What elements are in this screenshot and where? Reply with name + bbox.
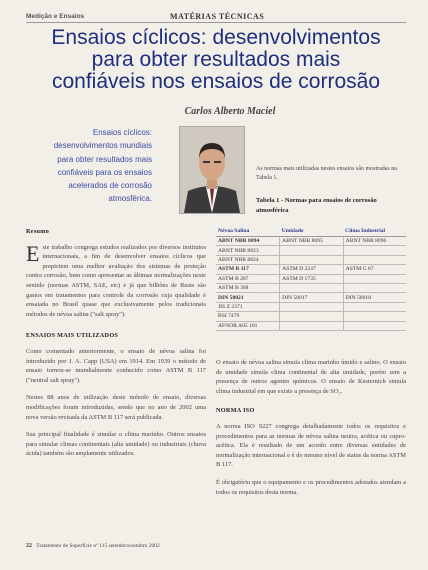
- footer-text: Tratamento de Superfície nº 115 setembro/outubro 2002: [36, 543, 160, 549]
- table-cell: [343, 312, 406, 321]
- table-cell: ASTM D 2247: [280, 265, 344, 274]
- table-cell: ABNT NBR 8824: [216, 255, 280, 264]
- table-row: [216, 293, 406, 302]
- table-cell: [343, 274, 406, 283]
- title-line-3: confiáveis nos ensaios de corrosão: [51, 70, 381, 93]
- table-cell: ASTM G 87: [343, 265, 406, 274]
- table-row: [216, 246, 406, 255]
- lead-paragraph: [26, 126, 152, 206]
- title-line-2: para obter resultados mais: [91, 48, 341, 71]
- lead-line: para obter resultados mais: [57, 154, 152, 164]
- author-name: Carlos Alberto Maciel: [184, 106, 276, 117]
- section-label: Medição e Ensaios: [26, 13, 85, 20]
- table-intro: As normas mais utilizadas nestes ensaios são mostradas na Tabela 1.: [256, 166, 397, 181]
- table-header-row: [216, 226, 406, 237]
- right-paragraph-1: O ensaio de névoa salina simula clima marinho úmido e salino. O ensaio de umidade simula clima continental de alta umidade, porém sem a presença de outros agentes químicos. O ensaio de Kesternich simula clima industrial em que existe a presença de SO₂.: [216, 359, 406, 395]
- title-line-1: Ensaios cíclicos: desenvolvimentos: [51, 26, 381, 49]
- resumo-text: ste trabalho congrega estudos realizados por diversos institutos internacionais, a fim de desenvolver ensaios cíclicos que propiciem uma melhor avaliação dos sistemas de proteção contra corrosão, bem como apresentar as últimas normalizações neste sentido (normas ASTM, SAE, etc) e já que bilhões de Reais são gastos em tratamentos para controle da corrosão cuja qualidade é ensaiada no Brasil quase que exclusivamente pelos tradicionais métodos de névoa salina ("salt spray").: [26, 243, 206, 318]
- left-column: [26, 227, 206, 467]
- page-number: 22: [26, 543, 32, 549]
- standards-table: [216, 226, 406, 331]
- lead-line: desenvolvimentos mundiais: [53, 141, 152, 151]
- table-cell: DIN 50017: [280, 293, 344, 302]
- table-row: [216, 321, 406, 330]
- section-title: MATÉRIAS TÉCNICAS: [170, 12, 265, 21]
- table-cell: [280, 283, 344, 292]
- table-cell: JIS Z 2371: [216, 302, 280, 311]
- table-cell: ABNT NBR 8095: [280, 237, 344, 246]
- lead-line: acelerados de corrosão: [68, 181, 152, 191]
- table-cell: ASTM B 117: [216, 265, 280, 274]
- page-footer: [26, 543, 160, 549]
- table-row: [216, 237, 406, 246]
- norma-iso-heading: NORMA ISO: [216, 407, 255, 415]
- table-cell: [280, 312, 344, 321]
- table-cell: AFNOR A05 101: [216, 321, 280, 330]
- table-row: [216, 283, 406, 292]
- table-cell: ABNT NBR 8094: [216, 237, 280, 246]
- table-cell: ABNT NBR 8096: [343, 237, 406, 246]
- article-title: [20, 27, 412, 93]
- table-cell: [280, 246, 344, 255]
- table-caption: Tabela 1 - Normas para ensaios de corrosão atmosférica: [256, 197, 377, 214]
- right-column: [216, 358, 406, 505]
- table-cell: [280, 321, 344, 330]
- resumo-paragraph: [26, 240, 206, 320]
- table-row: [216, 302, 406, 311]
- table-cell: DIN 50018: [343, 293, 406, 302]
- table-cell: [280, 302, 344, 311]
- right-paragraph-2: A norma ISO 9227 congrega detalhadamente todos os requisitos e procedimentos para as normas de névoa salina neutra, acética ou cupro-acética. Ela é resultado de um acordo entre diversas entidades de normalização internacional e é do mesmo nível de status da norma ASTM B 117.: [216, 422, 406, 469]
- lead-line: Ensaios cíclicos:: [92, 128, 152, 137]
- ensaios-paragraph-2: Nestes 88 anos de utilização deste método de ensaio, diversas modificações foram introduzidas, sendo que no ano de 2002 uma nova versão revisada da ASTM B 117 será publicada.: [26, 394, 206, 421]
- table-cell: [343, 246, 406, 255]
- table-row: [216, 255, 406, 264]
- ensaios-paragraph-3: Sua principal finalidade é simular o clima marinho. Outros ensaios para simular climas continentais (alta umidade) ou industriais (chuva ácida) também são amplamente utilizados.: [26, 431, 206, 458]
- column-header: Clima Industrial: [343, 226, 406, 237]
- table-cell: ASTM B 287: [216, 274, 280, 283]
- right-paragraph-3: É obrigatório que o equipamento e os procedimentos adotados atendam a todos os requisitos desta norma.: [216, 478, 406, 496]
- table-cell: ABNT NBR 8823: [216, 246, 280, 255]
- table-cell: [343, 283, 406, 292]
- table-cell: [343, 321, 406, 330]
- resumo-heading: Resumo: [26, 228, 50, 235]
- column-header: Umidade: [280, 226, 344, 237]
- table-cell: BSI 7479: [216, 312, 280, 321]
- table-cell: ASTM D 1735: [280, 274, 344, 283]
- table-cell: [343, 255, 406, 264]
- author-photo: [179, 126, 245, 214]
- header-rule: [26, 22, 406, 23]
- table-row: [216, 312, 406, 321]
- table-row: [216, 274, 406, 283]
- drop-cap: E: [26, 240, 40, 266]
- table-cell: ASTM B 368: [216, 283, 280, 292]
- column-header: Névoa Salina: [216, 226, 280, 237]
- table-cell: DIN 50021: [216, 293, 280, 302]
- ensaios-heading: ENSAIOS MAIS UTILIZADOS: [26, 332, 119, 340]
- table-cell: [343, 302, 406, 311]
- lead-line: confiáveis para os ensaios: [57, 167, 152, 177]
- table-row: [216, 265, 406, 274]
- ensaios-paragraph-1: Como comentado anteriormente, o ensaio de névoa salina foi introduzido por J. A. Capp (USA) em 1914. Em 1939 o método de ensaio tornou-se mundialmente conhecido como ASTM B 117 ("neutral salt spray").: [26, 347, 206, 384]
- table-cell: [280, 255, 344, 264]
- lead-line: atmosférica.: [108, 194, 152, 204]
